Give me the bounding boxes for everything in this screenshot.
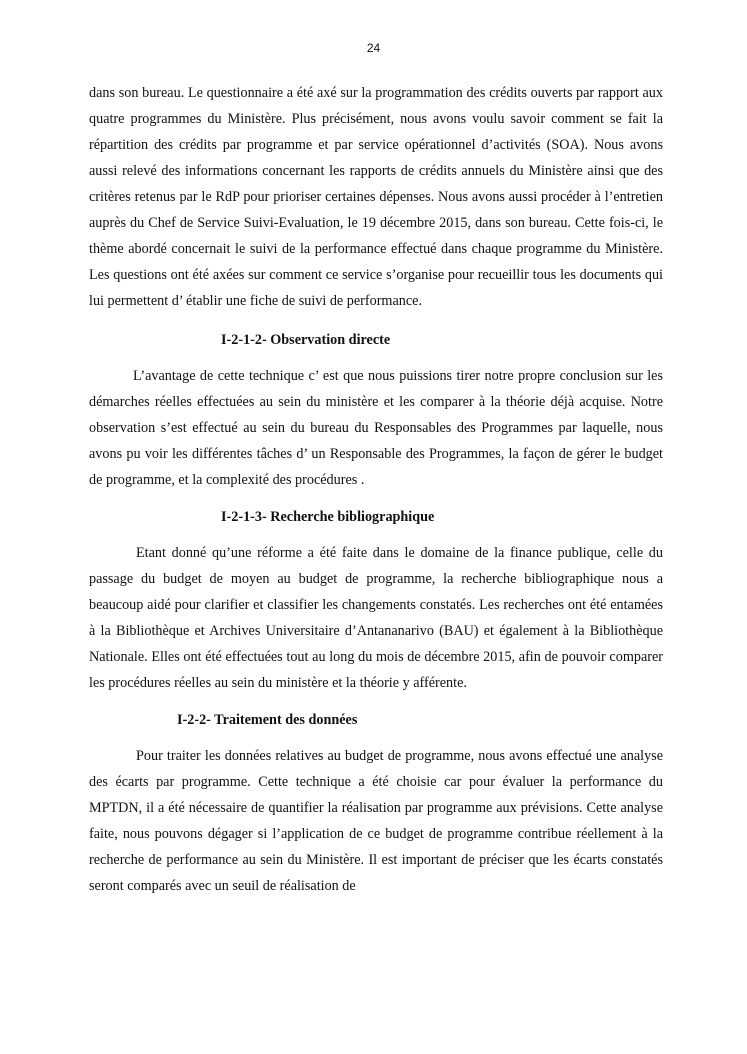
document-body	[89, 80, 663, 899]
paragraph-bibliographie: Etant donné qu’une réforme a été faite dans le domaine de la finance publique, celle du passage du budget de moyen au budget de programme, la recherche bibliographique nous a beaucoup aidé pour clarifier et classifier les changements constatés. Les recherches ont été entamées à la Bibliothèque et Archives Universitaire d’Antananarivo (BAU) et également à la Bibliothèque Nationale. Elles ont été effectuées tout au long du mois de décembre 2015, afin de pouvoir comparer les procédures réelles au sein du ministère et la théorie y afférente.	[89, 545, 663, 691]
paragraph-observation: L’avantage de cette technique c’ est que nous puissions tirer notre propre conclusion sur les démarches réelles effectuées au sein du ministère et les comparer à la théorie déjà acquise. Notre observation s’est effectué au sein du bureau du Responsables des Programmes par laquelle, nous avons pu voir les différentes tâches d’ un Responsable des Programmes, la façon de gérer le budget de programme, et la complexité des procédures .	[89, 368, 663, 488]
heading-observation-directe: I-2-1-2- Observation directe	[221, 332, 391, 348]
heading-traitement-donnees: I-2-2- Traitement des données	[177, 712, 358, 728]
paragraph-interview: dans son bureau. Le questionnaire a été axé sur la programmation des crédits ouverts par rapport aux quatre programmes du Ministère. Plus précisément, nous avons voulu savoir comment se fait la répartition des crédits par programme et par service opérationnel d’activités (SOA). Nous avons aussi relevé des informations concernant les rapports de crédits annuels du Ministère ainsi que des critères retenus par le RdP pour prioriser certaines dépenses. Nous avons aussi procéder à l’entretien auprès du Chef de Service Suivi-Evaluation, le 19 décembre 2015, dans son bureau. Cette fois-ci, le thème abordé concernait le suivi de la performance effectué dans chaque programme du Ministère. Les questions ont été axées sur comment ce service s’organise pour recueillir tous les documents qui lui permettent d’ établir une fiche de suivi de performance.	[89, 85, 663, 309]
heading-recherche-bibliographique: I-2-1-3- Recherche bibliographique	[221, 509, 435, 525]
paragraph-traitement: Pour traiter les données relatives au budget de programme, nous avons effectué une analyse des écarts par programme. Cette technique a été choisie car pour évaluer la performance du MPTDN, il a été nécessaire de quantifier la réalisation par programme aux prévisions. Cette analyse faite, nous pouvons dégager si l’application de ce budget de programme contribue réellement à la recherche de performance au sein du Ministère. Il est important de préciser que les écarts constatés seront comparés avec un seuil de réalisation de	[89, 748, 663, 894]
page-number: 24	[366, 41, 381, 55]
